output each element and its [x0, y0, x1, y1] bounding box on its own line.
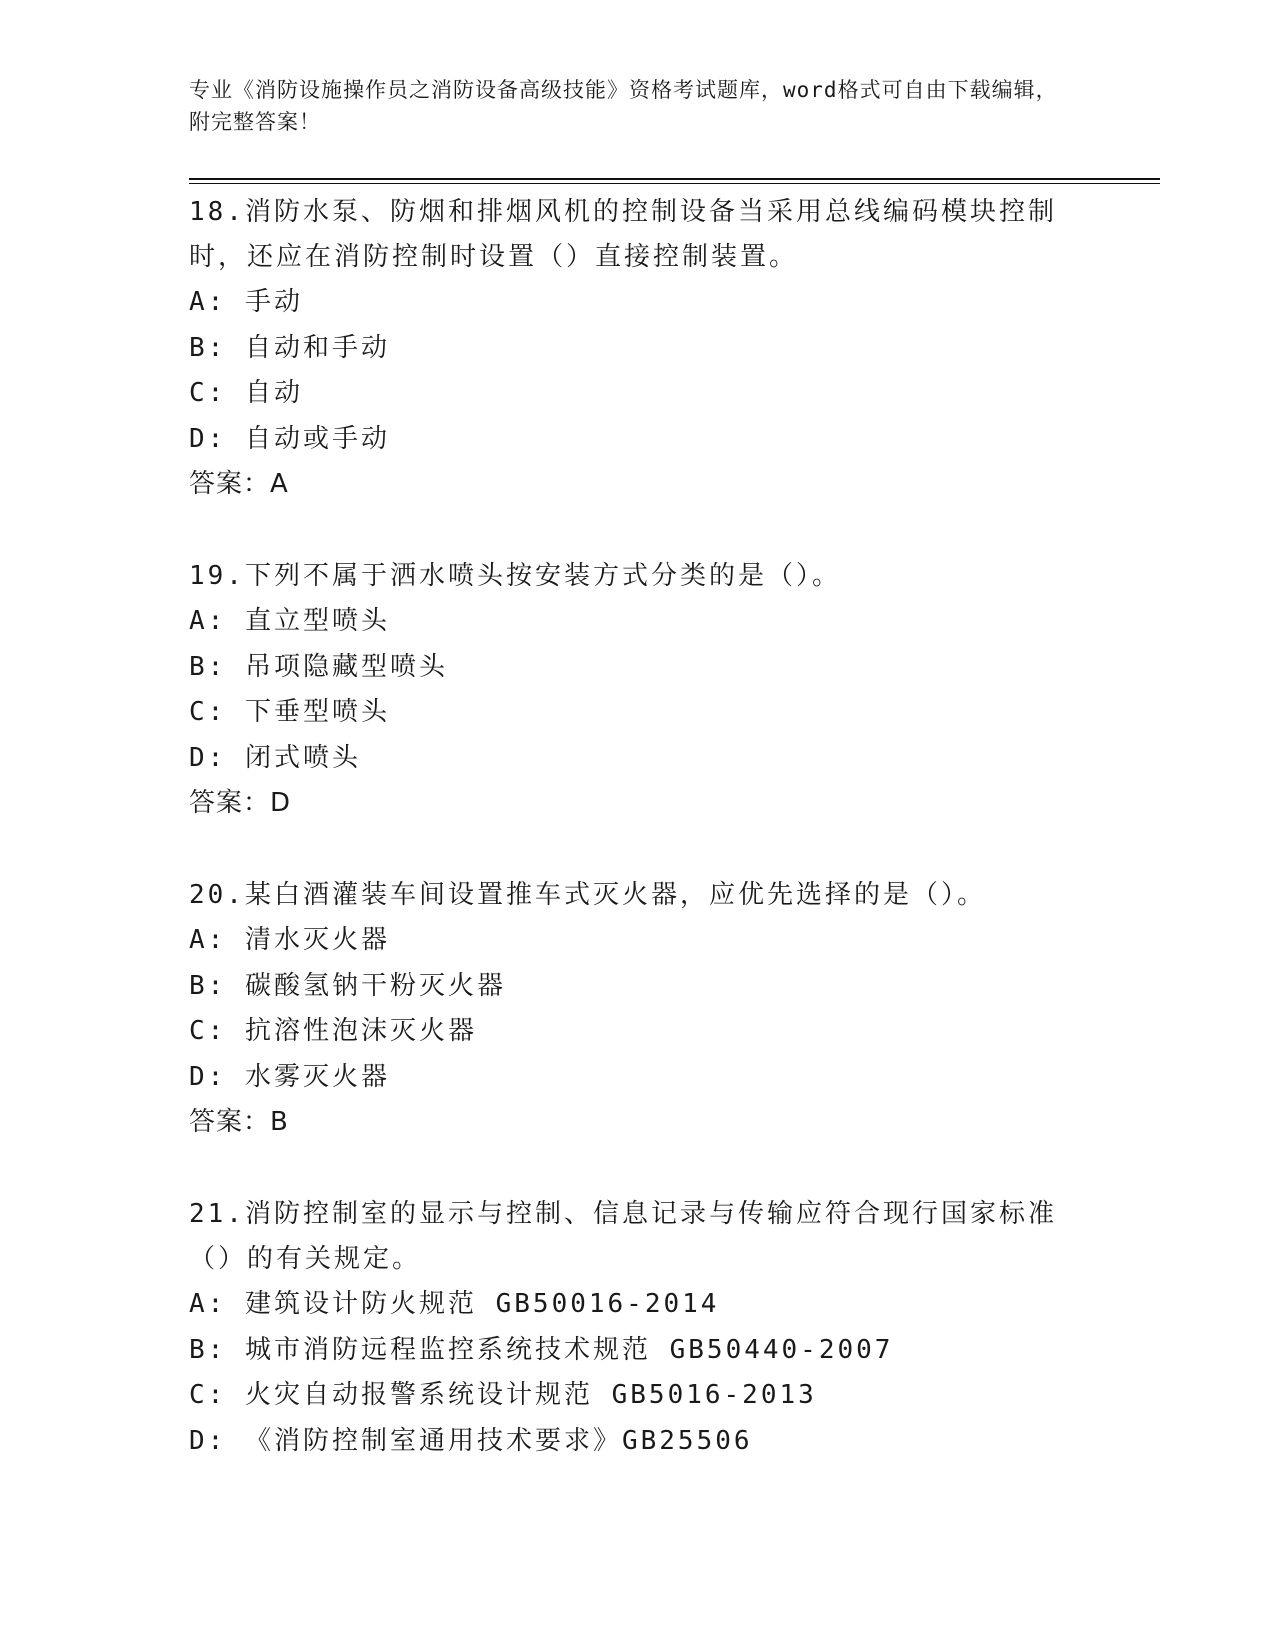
question-list: [189, 190, 1089, 1511]
option-a: A: 清水灭火器: [189, 925, 390, 955]
header-divider: [189, 178, 1160, 180]
option-d: D: 自动或手动: [189, 423, 390, 454]
option-a: A: 直立型喷头: [189, 606, 390, 636]
option-c: C: 抗溶性泡沫灭火器: [189, 1016, 477, 1046]
answer-text: 答案：A: [189, 469, 289, 499]
answer-text: 答案：B: [189, 1107, 289, 1137]
question-stem: 19.下列不属于洒水喷头按安装方式分类的是（）。: [189, 561, 841, 591]
option-d: D: 闭式喷头: [189, 742, 361, 773]
answer-text: 答案：D: [189, 788, 292, 818]
question-19: [189, 554, 1089, 826]
question-stem: 21.消防控制室的显示与控制、信息记录与传输应符合现行国家标准（）的有关规定。: [189, 1199, 1057, 1274]
option-b: B: 城市消防远程监控系统技术规范 GB50440-2007: [189, 1334, 894, 1365]
question-stem: 18.消防水泵、防烟和排烟风机的控制设备当采用总线编码模块控制时，还应在消防控制时设置（）直接控制装置。: [189, 197, 1057, 272]
option-b: B: 碳酸氢钠干粉灭火器: [189, 970, 506, 1001]
question-21: [189, 1192, 1089, 1464]
option-b: B: 吊项隐藏型喷头: [189, 651, 448, 682]
header-divider-thin: [189, 183, 1160, 184]
option-b: B: 自动和手动: [189, 332, 390, 363]
document-intro: 专业《消防设施操作员之消防设备高级技能》资格考试题库，word格式可自由下载编辑，附完整答案！: [189, 78, 1058, 134]
option-c: C: 下垂型喷头: [189, 697, 390, 727]
option-d: D: 《消防控制室通用技术要求》GB25506: [189, 1425, 753, 1456]
option-c: C: 自动: [189, 378, 303, 408]
option-a: A: 手动: [189, 287, 303, 317]
option-c: C: 火灾自动报警系统设计规范 GB5016-2013: [189, 1380, 817, 1410]
option-a: A: 建筑设计防火规范 GB50016-2014: [189, 1289, 720, 1319]
question-20: [189, 873, 1089, 1145]
question-18: [189, 190, 1089, 507]
option-d: D: 水雾灭火器: [189, 1061, 390, 1092]
question-stem: 20.某白酒灌装车间设置推车式灭火器，应优先选择的是（）。: [189, 880, 986, 910]
